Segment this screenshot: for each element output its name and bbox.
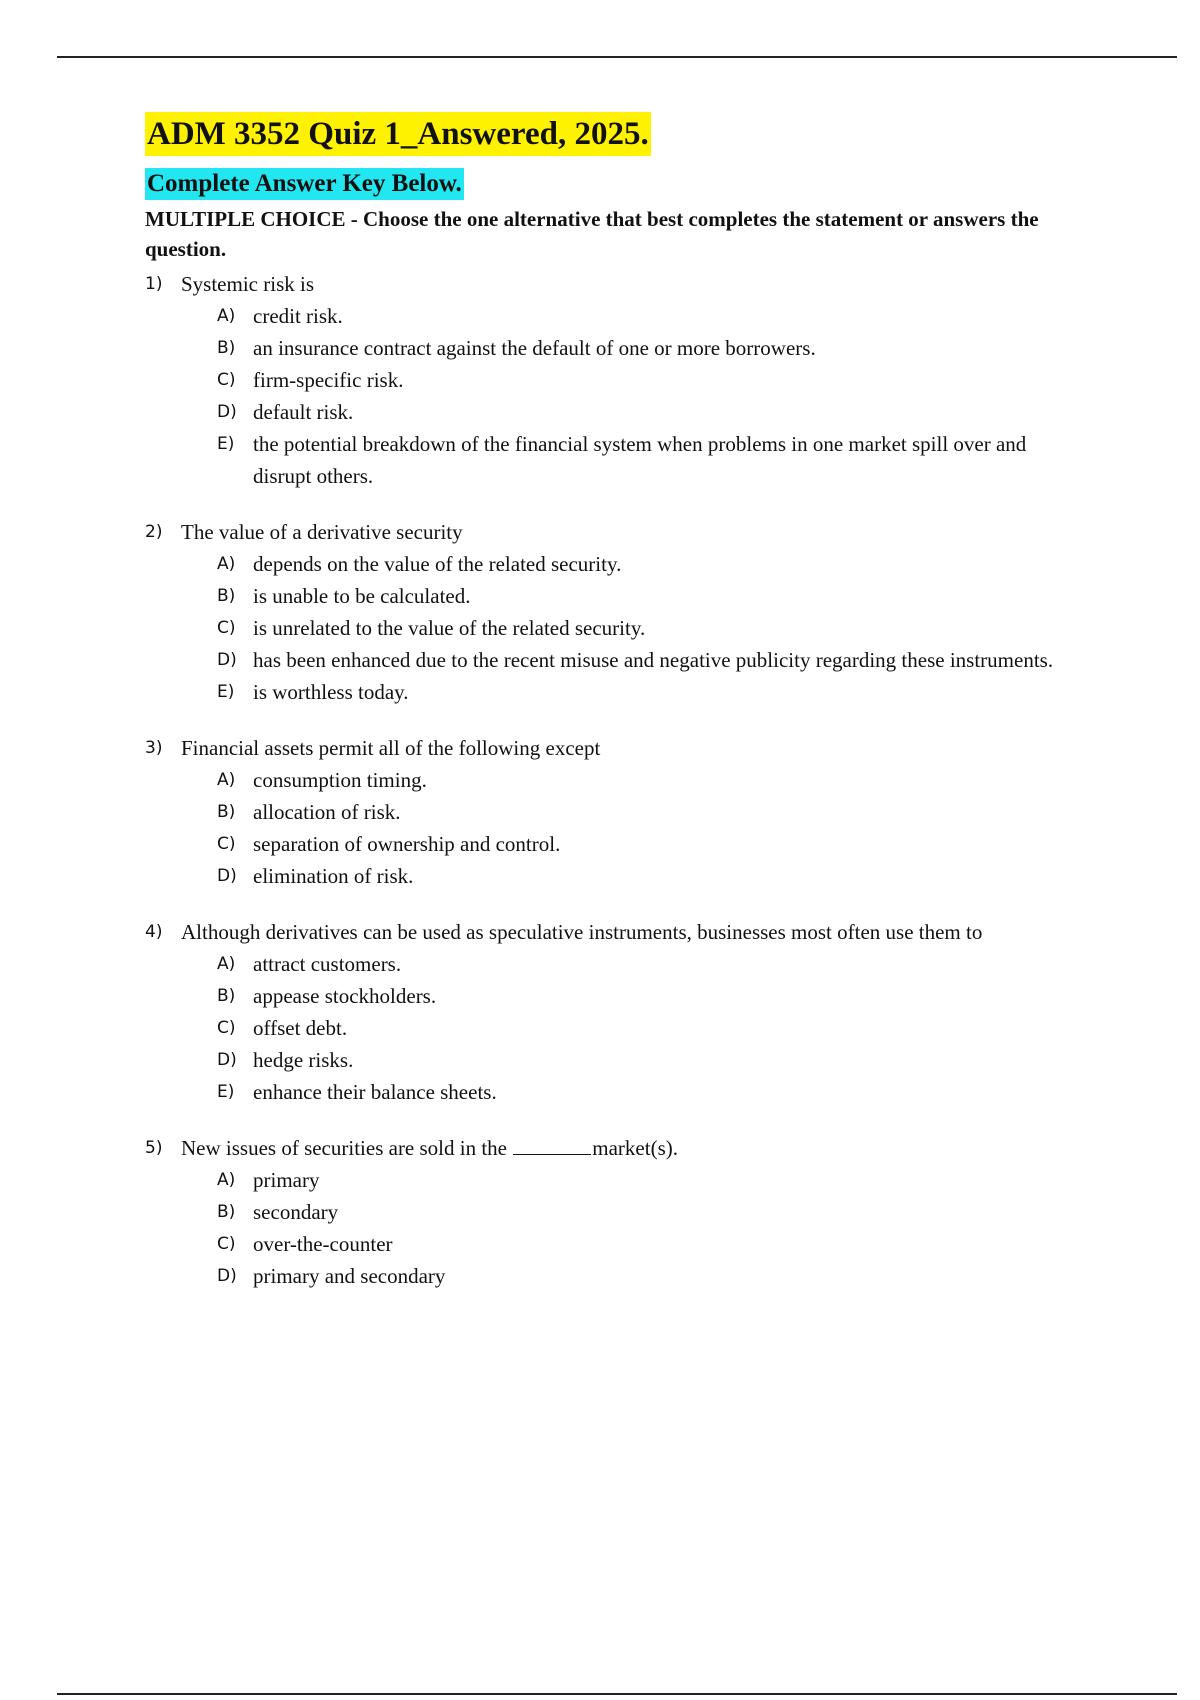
- option-letter: E): [217, 434, 235, 454]
- option-text: elimination of risk.: [253, 864, 414, 888]
- option-text: over-the-counter: [253, 1232, 393, 1256]
- top-rule: [57, 56, 1177, 58]
- question-stem: [145, 1132, 1085, 1164]
- option-text: primary and secondary: [253, 1264, 446, 1288]
- option-letter: A): [217, 306, 236, 326]
- quiz-document: [145, 112, 1085, 1292]
- option-b: [217, 796, 1085, 828]
- option-e: [217, 676, 1085, 708]
- fill-in-blank: [513, 1136, 591, 1155]
- option-letter: D): [217, 866, 237, 886]
- question-4: [145, 916, 1085, 1108]
- question-text: The value of a derivative security: [181, 520, 463, 544]
- option-text: firm-specific risk.: [253, 368, 404, 392]
- option-letter: B): [217, 802, 236, 822]
- answer-options: [145, 948, 1085, 1108]
- question-stem: [145, 916, 1085, 948]
- option-letter: C): [217, 618, 236, 638]
- answer-options: [145, 300, 1085, 492]
- option-text: hedge risks.: [253, 1048, 354, 1072]
- option-letter: D): [217, 402, 237, 422]
- question-number: 2): [145, 522, 163, 542]
- option-c: [217, 612, 1085, 644]
- option-letter: B): [217, 1202, 236, 1222]
- answer-options: [145, 764, 1085, 892]
- option-letter: C): [217, 834, 236, 854]
- answer-options: [145, 548, 1085, 708]
- option-letter: D): [217, 1266, 237, 1286]
- option-letter: A): [217, 954, 236, 974]
- option-letter: A): [217, 554, 236, 574]
- option-letter: C): [217, 370, 236, 390]
- bottom-rule: [57, 1693, 1177, 1695]
- option-letter: C): [217, 1234, 236, 1254]
- question-3: [145, 732, 1085, 892]
- option-letter: E): [217, 1082, 235, 1102]
- option-text: credit risk.: [253, 304, 343, 328]
- option-text: an insurance contract against the default of one or more borrowers.: [253, 336, 816, 360]
- option-b: [217, 1196, 1085, 1228]
- option-text: attract customers.: [253, 952, 402, 976]
- option-b: [217, 980, 1085, 1012]
- question-stem: [145, 268, 1085, 300]
- question-5: [145, 1132, 1085, 1292]
- option-c: [217, 828, 1085, 860]
- option-text: depends on the value of the related security.: [253, 552, 622, 576]
- question-text: Financial assets permit all of the following except: [181, 736, 601, 760]
- option-text: allocation of risk.: [253, 800, 401, 824]
- title-block: [145, 112, 1085, 158]
- option-letter: D): [217, 650, 237, 670]
- option-c: [217, 1228, 1085, 1260]
- option-b: [217, 332, 1085, 364]
- option-letter: D): [217, 1050, 237, 1070]
- option-d: [217, 860, 1085, 892]
- option-letter: E): [217, 682, 235, 702]
- option-text: is unable to be calculated.: [253, 584, 471, 608]
- option-d: [217, 644, 1085, 676]
- question-stem: [145, 732, 1085, 764]
- option-letter: B): [217, 586, 236, 606]
- question-text: Systemic risk is: [181, 272, 315, 296]
- option-a: [217, 948, 1085, 980]
- question-stem: [145, 516, 1085, 548]
- option-d: [217, 396, 1085, 428]
- option-text: consumption timing.: [253, 768, 427, 792]
- subtitle-block: [145, 168, 1085, 202]
- question-2: [145, 516, 1085, 708]
- question-number: 1): [145, 274, 163, 294]
- option-text: is worthless today.: [253, 680, 409, 704]
- option-letter: A): [217, 770, 236, 790]
- question-number: 5): [145, 1138, 163, 1158]
- instructions: MULTIPLE CHOICE - Choose the one alternative that best completes the statement or answers the question.: [145, 207, 1039, 261]
- option-letter: C): [217, 1018, 236, 1038]
- option-text: default risk.: [253, 400, 354, 424]
- option-letter: B): [217, 986, 236, 1006]
- question-1: [145, 268, 1085, 492]
- document-subtitle: Complete Answer Key Below.: [145, 168, 464, 200]
- option-d: [217, 1260, 1085, 1292]
- question-text-before-blank: New issues of securities are sold in the: [181, 1136, 508, 1160]
- option-a: [217, 300, 1085, 332]
- option-letter: A): [217, 1170, 236, 1190]
- option-a: [217, 1164, 1085, 1196]
- option-a: [217, 548, 1085, 580]
- option-letter: B): [217, 338, 236, 358]
- option-text: offset debt.: [253, 1016, 348, 1040]
- question-text-after-blank: market(s).: [592, 1136, 678, 1160]
- option-text: separation of ownership and control.: [253, 832, 561, 856]
- option-b: [217, 580, 1085, 612]
- question-number: 4): [145, 922, 163, 942]
- option-text: primary: [253, 1168, 320, 1192]
- question-number: 3): [145, 738, 163, 758]
- option-c: [217, 364, 1085, 396]
- option-a: [217, 764, 1085, 796]
- option-e: [217, 428, 1085, 492]
- answer-options: [145, 1164, 1085, 1292]
- option-e: [217, 1076, 1085, 1108]
- option-c: [217, 1012, 1085, 1044]
- option-text: secondary: [253, 1200, 339, 1224]
- option-text: the potential breakdown of the financial system when problems in one market spill over and disrupt others.: [253, 432, 1027, 488]
- option-text: appease stockholders.: [253, 984, 437, 1008]
- option-d: [217, 1044, 1085, 1076]
- document-title: ADM 3352 Quiz 1_Answered, 2025.: [145, 112, 651, 156]
- option-text: enhance their balance sheets.: [253, 1080, 497, 1104]
- option-text: is unrelated to the value of the related security.: [253, 616, 646, 640]
- question-text: Although derivatives can be used as speculative instruments, businesses most often use them to: [181, 920, 983, 944]
- option-text: has been enhanced due to the recent misuse and negative publicity regarding these instruments.: [253, 648, 1054, 672]
